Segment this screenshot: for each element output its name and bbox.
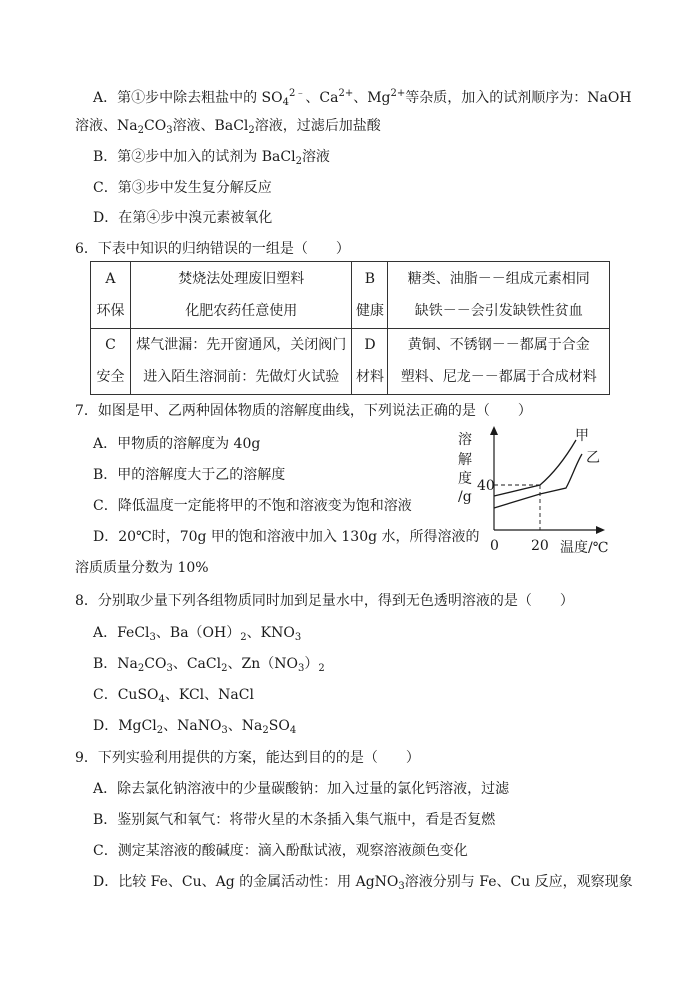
table-cell: A 环保 bbox=[91, 262, 131, 329]
y-label-1: 溶 bbox=[458, 432, 472, 448]
y-label-2: 解 bbox=[458, 452, 472, 468]
y-tick-40: 40 bbox=[477, 478, 495, 494]
q6-stem: 6．下表中知识的归纳错误的一组是（ ） bbox=[75, 241, 350, 257]
curve-label-yi: 乙 bbox=[586, 450, 600, 466]
table-cell: 煤气泄漏：先开窗通风，关闭阀门 进入陌生溶洞前：先做灯火试验 bbox=[130, 328, 352, 395]
q7-stem: 7．如图是甲、乙两种固体物质的溶解度曲线，下列说法正确的是（ ） bbox=[75, 403, 532, 419]
table-cell: B 健康 bbox=[352, 262, 388, 329]
x-axis-label: 温度/℃ bbox=[560, 540, 609, 556]
q8-option-c: C．CuSO$_4$、KCl、NaCl bbox=[93, 687, 254, 705]
q5-option-c: C．第③步中发生复分解反应 bbox=[93, 180, 272, 196]
q8-option-a: A．FeCl$_3$、$Ba(OH)_2$、$KNO_3$ bbox=[93, 625, 302, 643]
q9-stem: 9．下列实验利用提供的方案，能达到目的的是（ ） bbox=[75, 750, 420, 766]
q5-option-d: D．在第④步中溴元素被氧化 bbox=[93, 210, 273, 226]
table-cell: 黄铜、不锈钢－－都属于合金 塑料、尼龙－－都属于合成材料 bbox=[388, 328, 610, 395]
q6-table bbox=[90, 261, 610, 395]
table-row bbox=[91, 262, 610, 329]
q8-option-d: D．MgCl$_2$、NaNO$_3$、$Na_2SO_4$ bbox=[93, 718, 297, 736]
table-cell: 焚烧法处理废旧塑料 化肥农药任意使用 bbox=[130, 262, 352, 329]
q5-option-a-line2: 溶液、$Na_2CO_3$溶液、BaCl$_2$溶液，过滤后加盐酸 bbox=[75, 118, 381, 136]
q5-option-a-line1: A．第①步中除去粗盐中的 $SO_4^{2﹣}$、$Ca^{2+}$、$Mg^{2+}$等杂质，加入的试剂顺序为：NaOH bbox=[93, 88, 632, 108]
curve-yi bbox=[494, 454, 582, 508]
solubility-graph bbox=[448, 422, 618, 562]
q9-option-d: D．比较 Fe、Cu、Ag 的金属活动性：用 AgNO$_3$溶液分别与 Fe、Cu 反应，观察现象 bbox=[93, 874, 633, 892]
curve-label-jia: 甲 bbox=[575, 428, 589, 444]
y-label-4: /g bbox=[458, 489, 472, 505]
q5-option-b: B．第②步中加入的试剂为 BaCl$_2$溶液 bbox=[93, 149, 330, 167]
table-row bbox=[91, 328, 610, 395]
q9-option-a: A．除去氯化钠溶液中的少量碳酸钠：加入过量的氯化钙溶液，过滤 bbox=[93, 781, 510, 797]
q9-option-c: C．测定某溶液的酸碱度：滴入酚酞试液，观察溶液颜色变化 bbox=[93, 843, 468, 859]
curve-jia bbox=[494, 440, 576, 496]
q8-option-b: B．$Na_2CO_3$、CaCl$_2$、$Zn(NO_3)_2$ bbox=[93, 656, 325, 674]
x-origin-label: 0 bbox=[490, 538, 499, 554]
y-label-3: 度 bbox=[458, 471, 472, 487]
q7-option-b: B．甲的溶解度大于乙的溶解度 bbox=[93, 467, 286, 483]
table-cell: 糖类、油脂－－组成元素相同 缺铁－－会引发缺铁性贫血 bbox=[388, 262, 610, 329]
x-axis-arrow bbox=[596, 526, 605, 534]
x-tick-20: 20 bbox=[531, 538, 549, 554]
q8-stem: 8．分别取少量下列各组物质同时加到足量水中，得到无色透明溶液的是（ ） bbox=[75, 593, 574, 609]
q7-option-d-line1: D．20℃时，70g 甲的饱和溶液中加入 130g 水，所得溶液的 bbox=[93, 529, 480, 545]
table-cell: C 安全 bbox=[91, 328, 131, 395]
q9-option-b: B．鉴别氮气和氧气：将带火星的木条插入集气瓶中，看是否复燃 bbox=[93, 812, 496, 828]
q7-option-d-line2: 溶质质量分数为 10% bbox=[75, 560, 209, 576]
table-cell: D 材料 bbox=[352, 328, 388, 395]
q7-option-c: C．降低温度一定能将甲的不饱和溶液变为饱和溶液 bbox=[93, 498, 412, 514]
q7-option-a: A．甲物质的溶解度为 40g bbox=[93, 436, 261, 452]
y-axis-arrow bbox=[490, 426, 498, 435]
